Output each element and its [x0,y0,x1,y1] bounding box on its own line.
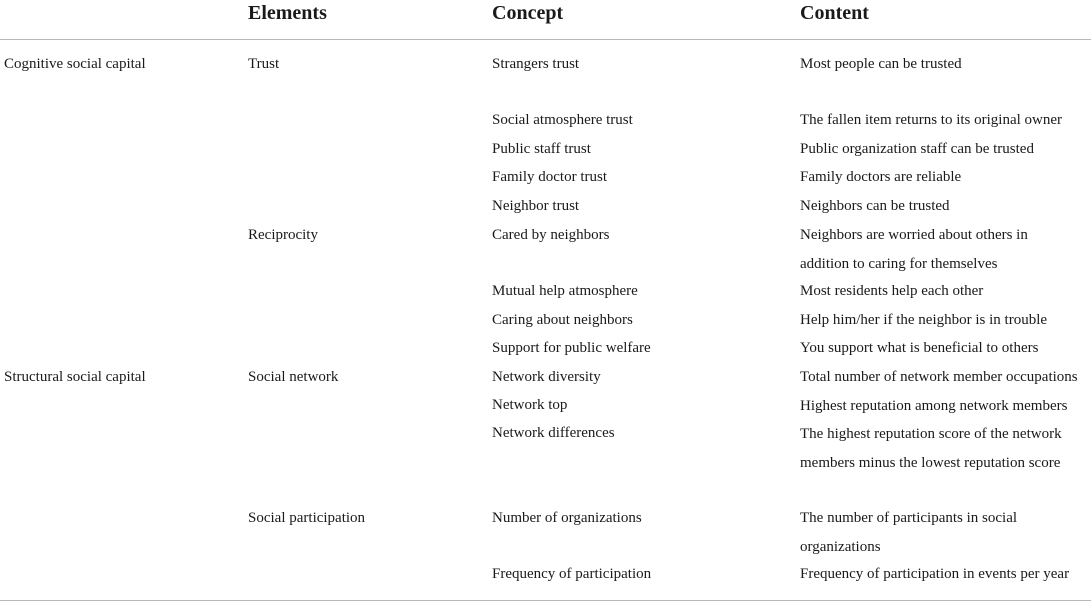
content-cell: Help him/her if the neighbor is in trouble [800,312,1048,328]
concept-cell: Strangers trust [492,56,580,72]
content-cell: Frequency of participation in events per year [800,566,1070,582]
content-cell: The number of participants in social organizations [800,510,1018,555]
concept-cell: Number of organizations [492,510,642,526]
header-content: Content [800,2,869,24]
element-cell: Social network [248,369,339,385]
category-cell: Structural social capital [4,369,146,385]
content-cell: Most residents help each other [800,283,984,299]
table-header-row [0,0,1091,38]
content-cell: The fallen item returns to its original owner [800,112,1063,128]
concept-cell: Mutual help atmosphere [492,283,638,299]
content-cell: Total number of network member occupations Highest reputation among network members The highest reputation score of the network members minus the lowest reputation score [800,369,1078,471]
concept-cell: Cared by neighbors [492,227,610,243]
concept-cell: Caring about neighbors [492,312,633,328]
concept-cell: Social atmosphere trust [492,112,633,128]
element-cell: Trust [248,56,280,72]
concept-cell: Public staff trust [492,141,591,157]
content-cell: Neighbors can be trusted [800,198,950,214]
content-cell: Family doctors are reliable [800,169,962,185]
concept-cell: Neighbor trust [492,198,580,214]
concept-cell: Family doctor trust [492,169,607,185]
concept-cell: Frequency of participation [492,566,652,582]
content-cell: Public organization staff can be trusted [800,141,1034,157]
header-divider [0,39,1091,40]
category-cell: Cognitive social capital [4,56,146,72]
content-cell: You support what is beneficial to others [800,340,1039,356]
concept-cell: Network differences [492,425,615,441]
table-bottom-rule [0,600,1091,601]
concept-cell: Network top [492,397,568,413]
concept-cell: Network diversity [492,369,601,385]
content-cell: Most people can be trusted [800,56,962,72]
header-elements: Elements [248,2,327,24]
element-cell: Reciprocity [248,227,318,243]
element-cell: Social participation [248,510,366,526]
concept-cell: Support for public welfare [492,340,651,356]
content-cell: Neighbors are worried about others in addition to caring for themselves [800,227,1028,272]
header-concept: Concept [492,2,564,24]
